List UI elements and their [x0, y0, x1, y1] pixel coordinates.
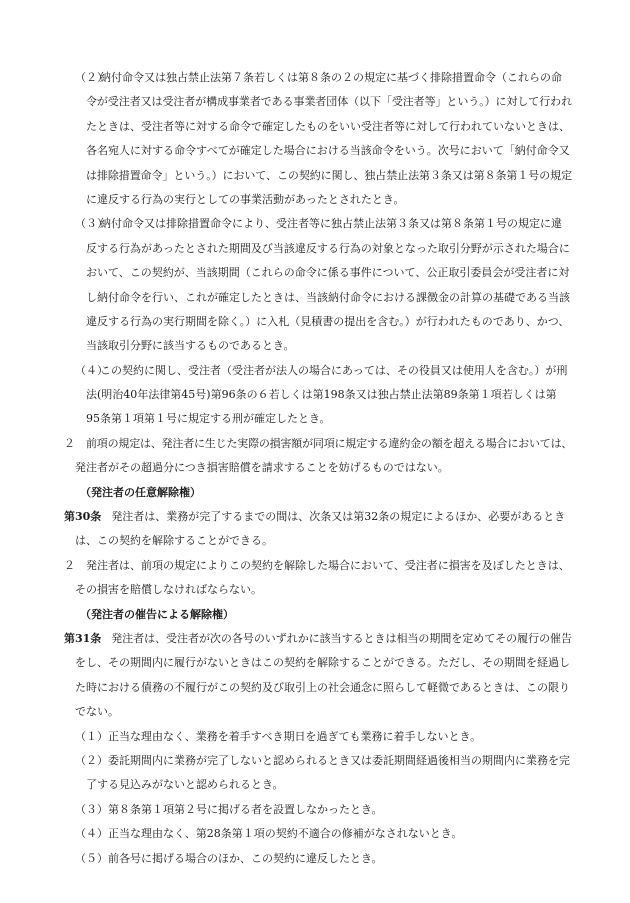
- body-text: 正当な理由なく、第28条第１項の契約不適合の修補がなされないとき。: [108, 827, 463, 841]
- body-text: 発注者は、前項の規定によりこの契約を解除した場合において、受注者に損害を及ぼしたときは、: [86, 558, 570, 572]
- body-text: 前各号に掲げる場合のほか、この契約に違反したとき。: [108, 851, 383, 865]
- body-text: 第８条第１項第２号に掲げる者を設置しなかったとき。: [108, 802, 383, 816]
- body-text: 正当な理由なく、業務を着手すべき期日を過ぎても業務に着手しないとき。: [108, 729, 482, 743]
- body-line: 違反する行為の実行期間を除く。）に入札（見積書の提出を含む。）が行われたものであり、かつ、: [86, 314, 570, 328]
- body-line: 発注者がその超過分につき損害賠償を請求することを妨げるものではない。: [75, 461, 449, 475]
- body-text: 前項の規定は、発注者に生じた実際の損害額が同項に規定する違約金の額を超える場合においては、: [86, 436, 573, 450]
- body-text: 納付命令又は排除措置命令により、受注者等に独占禁止法第３条又は第８条第１号の規定に違: [100, 217, 562, 231]
- body-line: たときは、受注者等に対する命令で確定したものをいい受注者等に対して行われていないときは、: [86, 119, 570, 133]
- sub-item-2: [0, 749, 630, 773]
- body-text: 発注者は、受注者が次の各号のいずれかに該当するときは相当の期間を定めてその履行の催告: [111, 631, 573, 645]
- sub-item-4: [0, 822, 630, 846]
- body-line: 95条第１項第１号に規定する刑が確定したとき。: [86, 412, 331, 426]
- document-page: [0, 66, 630, 871]
- item-number: （３）: [75, 217, 108, 231]
- paragraph-2: [0, 554, 630, 578]
- article-number: 第30条: [64, 510, 102, 524]
- paragraph-number: ２: [64, 558, 75, 572]
- body-line: 法(明治40年法律第45号)第96条の６若しくは第198条又は独占禁止法第89条第１項若しくは第: [86, 388, 557, 402]
- article-30: [0, 505, 630, 529]
- body-line: 当該取引分野に該当するものであるとき。: [86, 339, 295, 353]
- body-line: その損害を賠償しなければならない。: [75, 583, 262, 597]
- clause-item-3: [0, 212, 630, 236]
- body-text: 発注者は、業務が完了するまでの間は、次条又は第32条の規定によるほか、必要があるとき: [111, 510, 566, 524]
- body-line: 各名宛人に対する命令すべてが確定した場合における当該命令をいう。次号において「納付命令又: [86, 144, 570, 158]
- item-number: （４）: [75, 827, 108, 841]
- body-line: 令が受注者又は受注者が構成事業者である事業者団体（以下「受注者等」という。）に対して行われ: [86, 95, 572, 109]
- item-number: （２）: [75, 753, 108, 767]
- paragraph-number: ２: [64, 436, 75, 450]
- sub-item-1: [0, 725, 630, 749]
- body-line: でない。: [75, 705, 119, 719]
- body-line: 反する行為があったとされた期間及び当該違反する行為の対象となった取引分野が示された場合に: [86, 241, 570, 255]
- body-line: し納付命令を行い、これが確定したときは、当該納付命令における課徴金の計算の基礎である当該: [86, 290, 570, 304]
- body-line: に違反する行為の実行としての事業活動があったとされたとき。: [86, 192, 405, 206]
- item-number: （３）: [75, 802, 108, 816]
- article-number: 第31条: [64, 631, 102, 645]
- sub-item-5: [0, 847, 630, 871]
- section-heading: （発注者の任意解除権）: [80, 485, 201, 499]
- body-text: この契約に関し、受注者（受注者が法人の場合にあっては、その役員又は使用人を含む。）が刑: [100, 363, 568, 377]
- body-line: おいて、この契約が、当該期間（これらの命令に係る事件について、公正取引委員会が受注者に対: [86, 266, 570, 280]
- body-line: 了する見込みがないと認められるとき。: [86, 778, 284, 792]
- item-number: （１）: [75, 729, 108, 743]
- clause-item-4: [0, 359, 630, 383]
- body-text: 委託期間内に業務が完了しないと認められるとき又は委託期間経過後相当の期間内に業務を完: [108, 753, 570, 767]
- body-text: 納付命令又は独占禁止法第７条若しくは第８条の２の規定に基づく排除措置命令（これらの命: [100, 71, 562, 84]
- item-number: （４）: [75, 363, 108, 377]
- sub-item-3: [0, 798, 630, 822]
- item-number: （５）: [75, 851, 108, 865]
- body-line: は排除措置命令」という。）において、この契約に関し、独占禁止法第３条又は第８条第１号の規定: [86, 168, 572, 182]
- clause-item-2: [0, 66, 630, 90]
- body-line: た時における債務の不履行がこの契約及び取引上の社会通念に照らして軽微であるときは、この限り: [75, 680, 570, 694]
- body-line: をし、その期間内に履行がないときはこの契約を解除することができる。ただし、その期間を経過し: [75, 656, 570, 670]
- body-line: は、この契約を解除することができる。: [75, 534, 273, 548]
- section-heading: （発注者の催告による解除権）: [80, 607, 234, 621]
- item-number: （２）: [75, 71, 108, 84]
- article-31: [0, 627, 630, 651]
- paragraph-2: [0, 432, 630, 456]
